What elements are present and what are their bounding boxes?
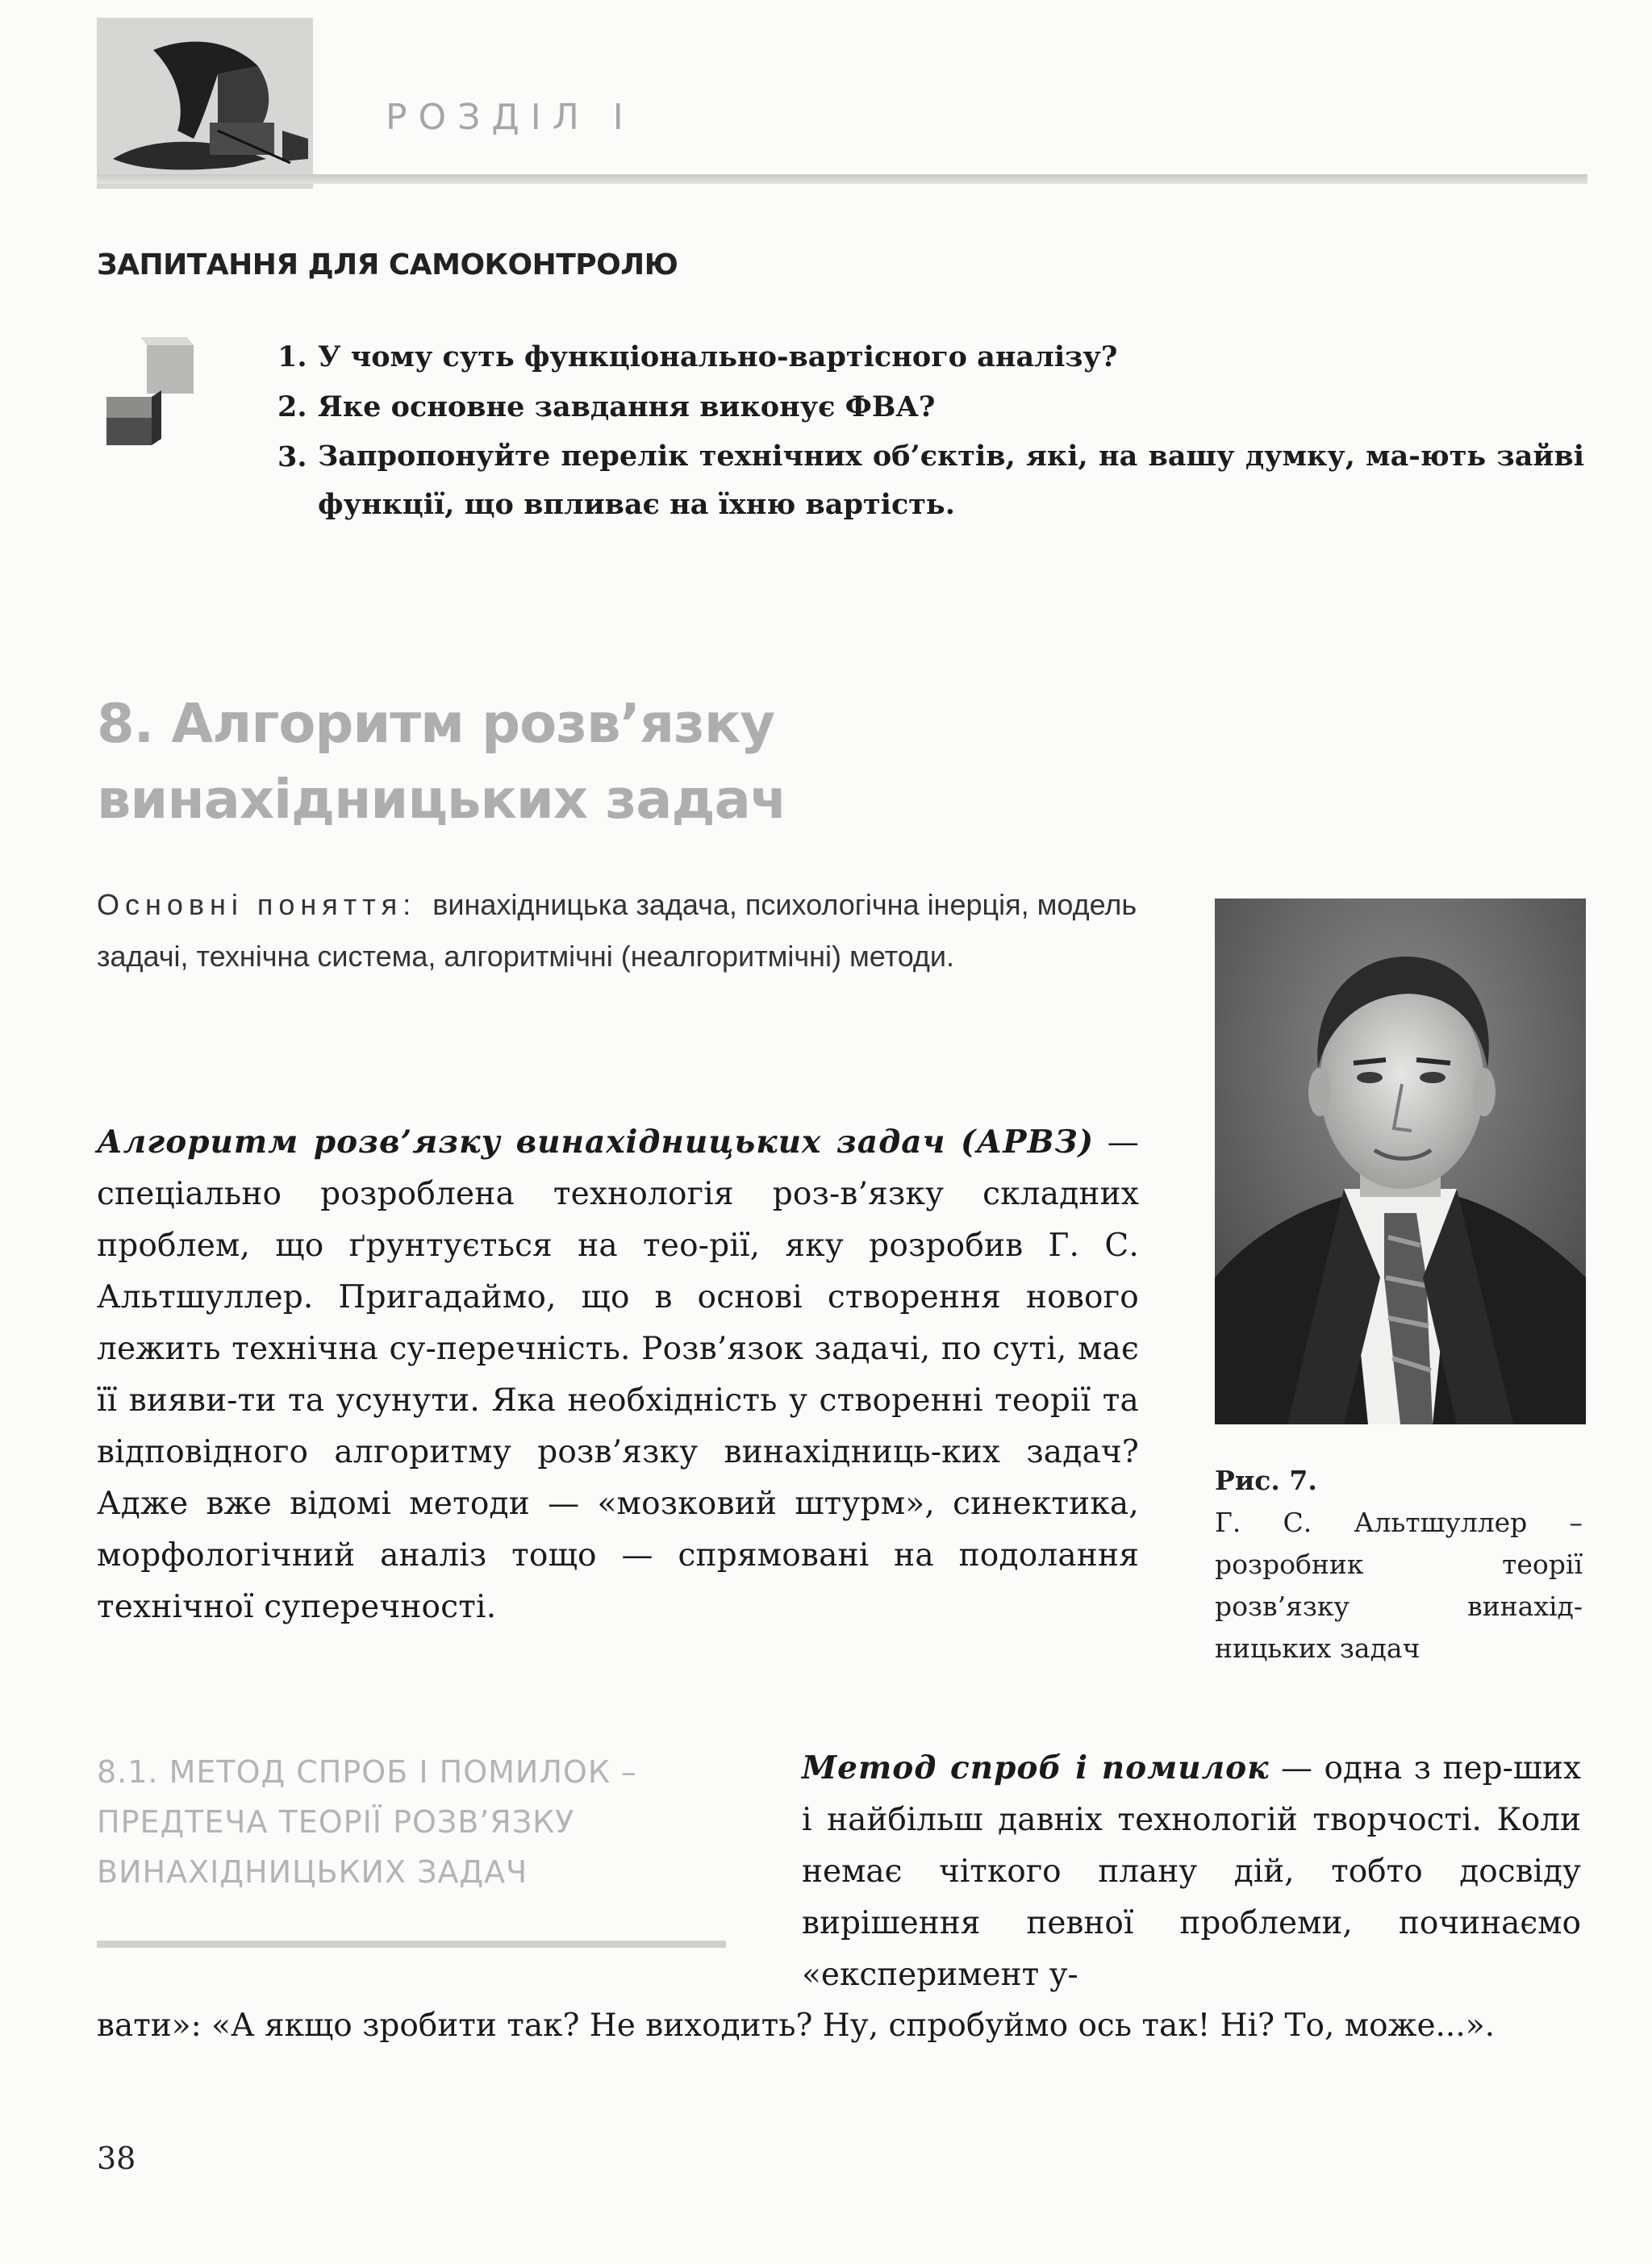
paragraph-text: — одна з пер-ших і найбільш давніх технологій творчості. Коли немає чіткого плану дій, тобто досвіду вирішення певної проблеми, починаємо «експеримент у- [802, 1750, 1581, 1993]
question-text: У чому суть функціонально-вартісного аналізу? [318, 340, 1118, 373]
method-paragraph-continuation: вати»: «А якщо зробити так? Не виходить? Ну, спробуймо ось так! Ні? То, може...». [97, 2008, 1495, 2044]
self-check-title: ЗАПИТАННЯ ДЛЯ САМОКОНТРОЛЮ [97, 248, 678, 281]
question-item [277, 432, 1584, 529]
question-number: 1. [277, 340, 307, 373]
key-concepts [97, 879, 1178, 982]
question-item [277, 332, 1584, 382]
definition-term: Метод спроб і помилок [802, 1749, 1270, 1787]
subsection-title: 8.1. МЕТОД СПРОБ І ПОМИЛОК – ПРЕДТЕЧА ТЕОРІЇ РОЗВ’ЯЗКУ ВИНАХІДНИЦЬКИХ ЗАДАЧ [97, 1754, 637, 1890]
question-item [277, 382, 1584, 432]
subsection-rule [97, 1941, 726, 1948]
page-number: 38 [97, 2141, 136, 2176]
section-title: 8. Алгоритм розв’язку винахідницьких задач [97, 692, 786, 831]
method-paragraph [802, 1742, 1581, 2001]
paragraph-text: — спеціально розроблена технологія роз-в’язку складних проблем, що ґрунтується на тео-рії, яку розробив Г. С. Альтшуллер. Пригадаймо, що в основі створення нового лежить технічна су-перечність. Розв’язок задачі, по суті, має її вияви-ти та усунути. Яка необхідність у створенні теорії та відповідного алгоритму розв’язку винахідниць-ких задач? Адже вже відомі методи — «мозковий штурм», синектика, морфологічний аналіз тощо — спрямовані на подолання технічної суперечності. [97, 1124, 1139, 1625]
cube-icon [103, 337, 198, 450]
question-text: Яке основне завдання виконує ФВА? [318, 390, 936, 423]
figure-number: Рис. 7. [1215, 1465, 1317, 1496]
figure-caption-text: Г. С. Альтшуллер – розробник теорії розв’язку винахід-ницьких задач [1215, 1507, 1583, 1664]
portrait-photo [1215, 899, 1586, 1424]
main-paragraph [97, 1116, 1139, 1633]
question-text: Запропонуйте перелік технічних об’єктів, які, на вашу думку, ма-ють зайві функції, що впливає на їхню вартість. [318, 440, 1584, 521]
question-number: 2. [277, 390, 307, 423]
figure-caption [1215, 1460, 1583, 1670]
self-check-list [277, 332, 1584, 529]
question-number: 3. [277, 440, 307, 473]
chapter-label: РОЗДІЛ І [386, 97, 635, 138]
header-rule [97, 174, 1587, 184]
key-concepts-text: винахідницька задача, психологічна інерція, модель задачі, технічна система, алгоритмічні (неалгоритмічні) методи. [97, 888, 1137, 973]
key-concepts-label: Основні поняття: [97, 888, 417, 921]
definition-term: Алгоритм розв’язку винахідницьких задач (АРВЗ) [97, 1124, 1095, 1161]
ornithopter-icon [97, 18, 313, 189]
